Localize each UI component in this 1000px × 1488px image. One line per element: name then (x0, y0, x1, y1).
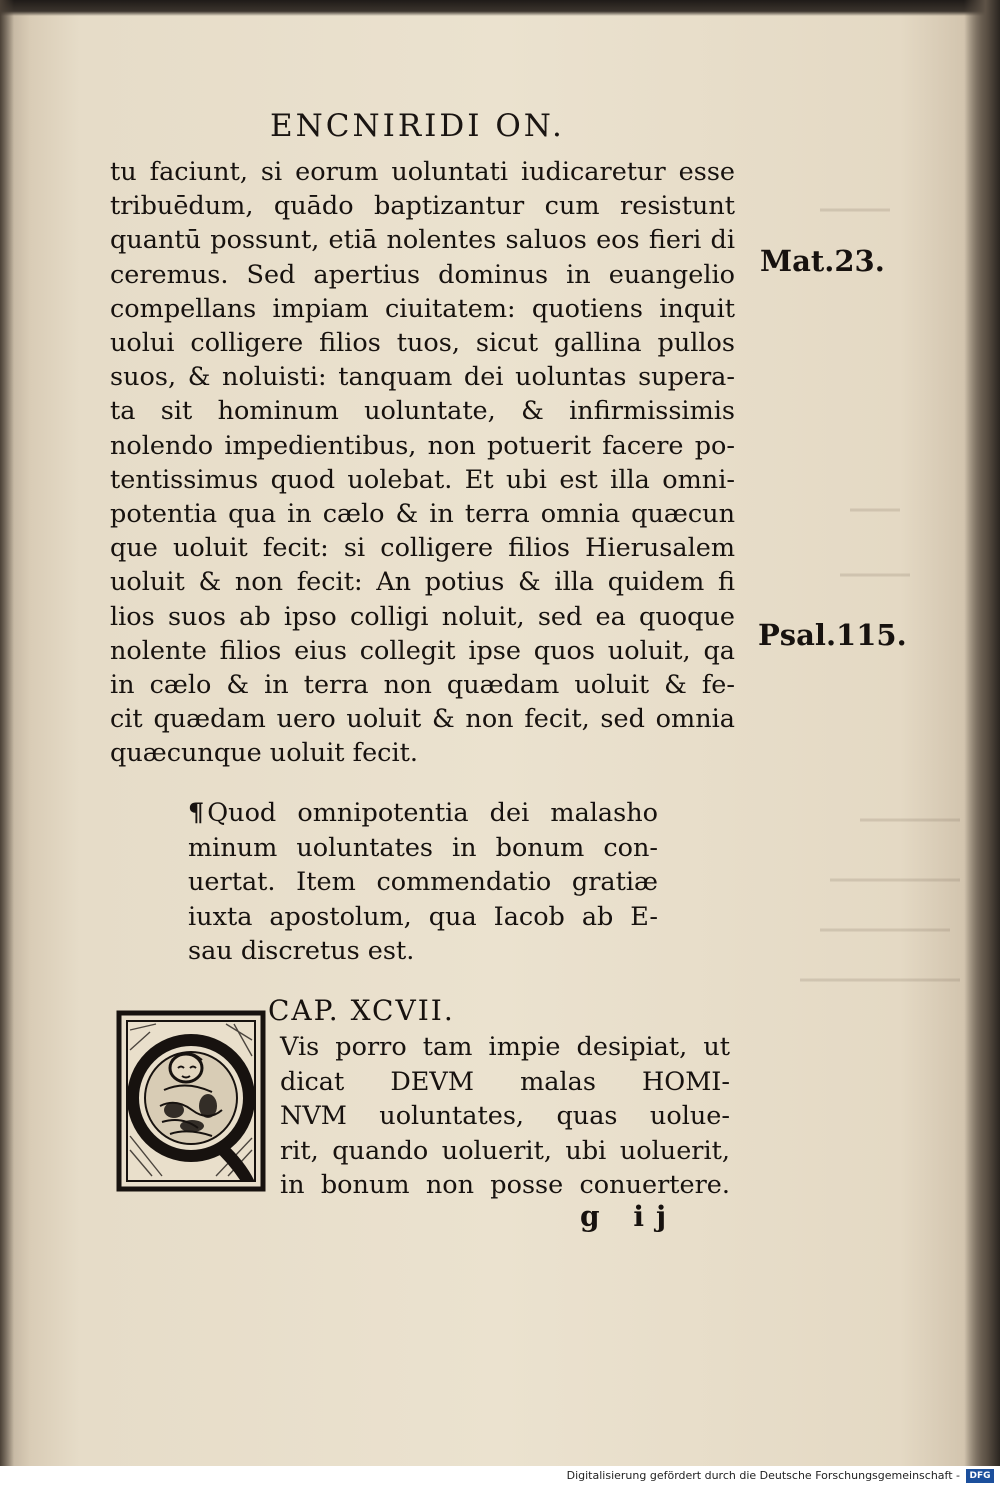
heading-line (188, 796, 658, 831)
text-line: lios suos ab ipso colligi noluit, sed ea quoque (110, 601, 735, 632)
text-line: quantū possunt, etiā nolentes saluos eos fieri di (110, 225, 735, 256)
text-line: quæcunque uoluit fecit. (110, 738, 418, 769)
text-line: dicat DEVM malas HOMI- (280, 1066, 730, 1097)
text-line: suos, & noluisti: tanquam dei uoluntas supera- (110, 362, 735, 393)
text-line: nolente filios eius collegit ipse quos uoluit, qa (110, 635, 735, 666)
decorated-initial (116, 1010, 266, 1192)
text-line: compellans impiam ciuitatem: quotiens inquit (110, 293, 735, 324)
text-line: cit quædam uero uoluit & non fecit, sed omnia (110, 704, 735, 735)
dfg-logo-icon[interactable]: DFG (966, 1469, 994, 1483)
text-line: in cælo & in terra non quædam uoluit & fe- (110, 670, 735, 701)
text-line: tribuēdum, quādo baptizantur cum resistunt (110, 191, 735, 222)
text-line: NVM uoluntates, quas uolue- (280, 1101, 730, 1132)
page-top-shadow (0, 0, 1000, 16)
page-left-shadow (0, 0, 14, 1466)
chapter-number: CAP. XCVII. (268, 994, 455, 1027)
text-line: rit, quando uoluerit, ubi uoluerit, (280, 1135, 730, 1166)
text-line: que uoluit fecit: si colligere filios Hierusalem (110, 533, 735, 564)
main-text-block (110, 155, 735, 771)
text-line: in bonum non posse conuertere. (280, 1170, 730, 1201)
chapter-text-block (280, 1030, 730, 1203)
funding-credit: Digitalisierung gefördert durch die Deutsche Forschungsgemeinschaft - (566, 1469, 960, 1482)
text-line: ceremus. Sed apertius dominus in euangelio (110, 259, 735, 290)
text-line: tu faciunt, si eorum uoluntati iudicaretur esse (110, 157, 735, 187)
heading-line: sau discretus est. (188, 936, 415, 967)
text-line: nolendo impedientibus, non potuerit facere po- (110, 430, 735, 461)
bleed-through (760, 180, 970, 1040)
woodcut-initial-icon (116, 1010, 266, 1192)
margin-note-matthew: Mat.23. (760, 244, 885, 278)
text-line: uoluit & non fecit: An potius & illa quidem fi (110, 567, 735, 598)
running-head: ENCNIRIDI ON. (270, 108, 565, 144)
text-line: tentissimus quod uolebat. Et ubi est illa omni- (110, 464, 735, 495)
heading-line: minum uoluntates in bonum con- (188, 832, 658, 863)
pilcrow-mark: ¶ (188, 798, 205, 828)
text-line: uolui colligere filios tuos, sicut gallina pullos (110, 328, 735, 359)
chapter-heading (188, 796, 658, 969)
heading-line: iuxta apostolum, qua Iacob ab E- (188, 901, 658, 932)
margin-note-psalm: Psal.115. (758, 618, 907, 652)
text-line: Vis porro tam impie desipiat, ut (280, 1032, 730, 1062)
text-line: potentia qua in cælo & in terra omnia quæcun (110, 499, 735, 530)
text-line: ta sit hominum uoluntate, & infirmissimis (110, 396, 735, 427)
heading-line: uertat. Item commendatio gratiæ (188, 867, 658, 898)
signature-mark: g ij (580, 1200, 679, 1233)
heading-line-text: Quod omnipotentia dei malasho (207, 798, 658, 828)
